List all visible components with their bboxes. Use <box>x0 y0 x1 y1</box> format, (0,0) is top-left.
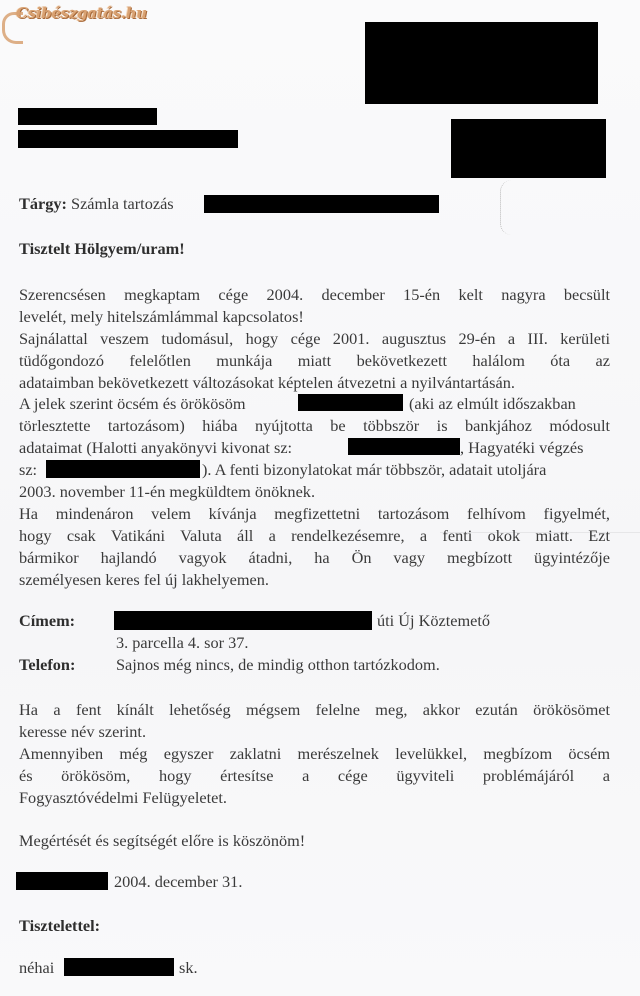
phone-value: Sajnos még nincs, de mindig otthon tartózkodom. <box>116 655 440 674</box>
watermark-text: Csibészgatás.hu <box>16 4 147 22</box>
redacted-signature-name <box>64 958 174 976</box>
para4-line: és örökösöm, hogy értesítse a cége ügyviteli problémájáról a <box>19 766 610 785</box>
para3-line: hogy csak Vatikáni Valuta áll a rendelkezésemre, a fenti okok miatt. Ezt <box>19 526 610 545</box>
redacted-reference-block <box>451 119 606 178</box>
para2-line: (aki az elmúlt időszakban <box>409 394 576 413</box>
greeting: Tisztelt Hölgyem/uram! <box>19 239 185 258</box>
para3-line: személyesen keres fel új lakhelyemen. <box>19 570 269 589</box>
para1-line: adataimban bekövetkezett változásokat képtelen átvezetni a nyilvántartásán. <box>19 373 515 392</box>
redacted-street-name <box>114 611 372 630</box>
redacted-recipient-block <box>365 22 598 104</box>
signature-suffix: sk. <box>179 958 198 977</box>
signature-prefix: néhai <box>19 958 55 977</box>
para2-line: törlesztette tartozásom) hiába nyújtotta be többször is bankjához módosult <box>19 416 610 435</box>
address-street-suffix: úti Új Köztemető <box>377 611 491 630</box>
para2-line: 2003. november 11-én megküldtem önöknek. <box>19 482 316 501</box>
redacted-heir-name <box>298 394 403 411</box>
redacted-place <box>16 872 108 890</box>
swirl-ornament-icon <box>2 12 23 44</box>
address-line2: 3. parcella 4. sor 37. <box>116 633 249 652</box>
watermark-logo <box>4 4 147 22</box>
thanks-line: Megértését és segítségét előre is köszönöm! <box>19 831 306 850</box>
closing: Tisztelettel: <box>19 916 101 935</box>
para2-line: , Hagyatéki végzés <box>460 438 584 457</box>
para2-text: A jelek szerint öcsém és örökösöm <box>19 394 246 413</box>
pen-mark <box>500 180 523 235</box>
address-label: Címem: <box>19 611 76 630</box>
para2-line: ). A fenti bizonylatokat már többször, adatait utoljára <box>202 460 547 479</box>
para1-line: Sajnálattal veszem tudomásul, hogy cége 2001. augusztus 29-én a III. kerületi <box>19 329 610 348</box>
para2-line <box>19 393 246 415</box>
redacted-death-certificate-number <box>348 438 460 455</box>
para4-line: Fogyasztóvédelmi Felügyeletet. <box>19 788 227 807</box>
para4-line: keresse név szerint. <box>19 722 147 741</box>
subject-label: Tárgy: <box>19 194 67 213</box>
letter-date: 2004. december 31. <box>114 872 243 891</box>
redacted-sender-address <box>18 130 238 148</box>
para1-line: levelét, mely hitelszámlámmal kapcsolatos! <box>19 307 304 326</box>
phone-label: Telefon: <box>19 655 76 674</box>
subject-line <box>19 193 174 215</box>
para3-line: Ha mindenáron velem kívánja megfizettetni tartozásom felhívom figyelmét, <box>19 504 610 523</box>
para1-line: tüdőgondozó felelőtlen munkája miatt bekövetkezett halálom óta az <box>19 351 610 370</box>
redacted-probate-number <box>46 460 200 478</box>
redacted-sender-name <box>18 108 157 125</box>
para4-line: Amennyiben még egyszer zaklatni merészelnek levelükkel, megbízom öcsém <box>19 744 610 763</box>
redacted-account-number <box>204 195 439 213</box>
subject-text: Számla tartozás <box>71 194 174 213</box>
para2-line: adataimat (Halotti anyakönyvi kivonat sz: <box>19 438 293 457</box>
para1-line: Szerencsésen megkaptam cége 2004. december 15-én kelt nagyra becsült <box>19 285 610 304</box>
para3-line: bármikor hajlandó vagyok átadni, ha Ön vagy megbízott ügyintézője <box>19 548 610 567</box>
para4-line: Ha a fent kínált lehetőség mégsem felelne meg, akkor ezután örökösömet <box>19 700 610 719</box>
para2-line: sz: <box>19 460 38 479</box>
